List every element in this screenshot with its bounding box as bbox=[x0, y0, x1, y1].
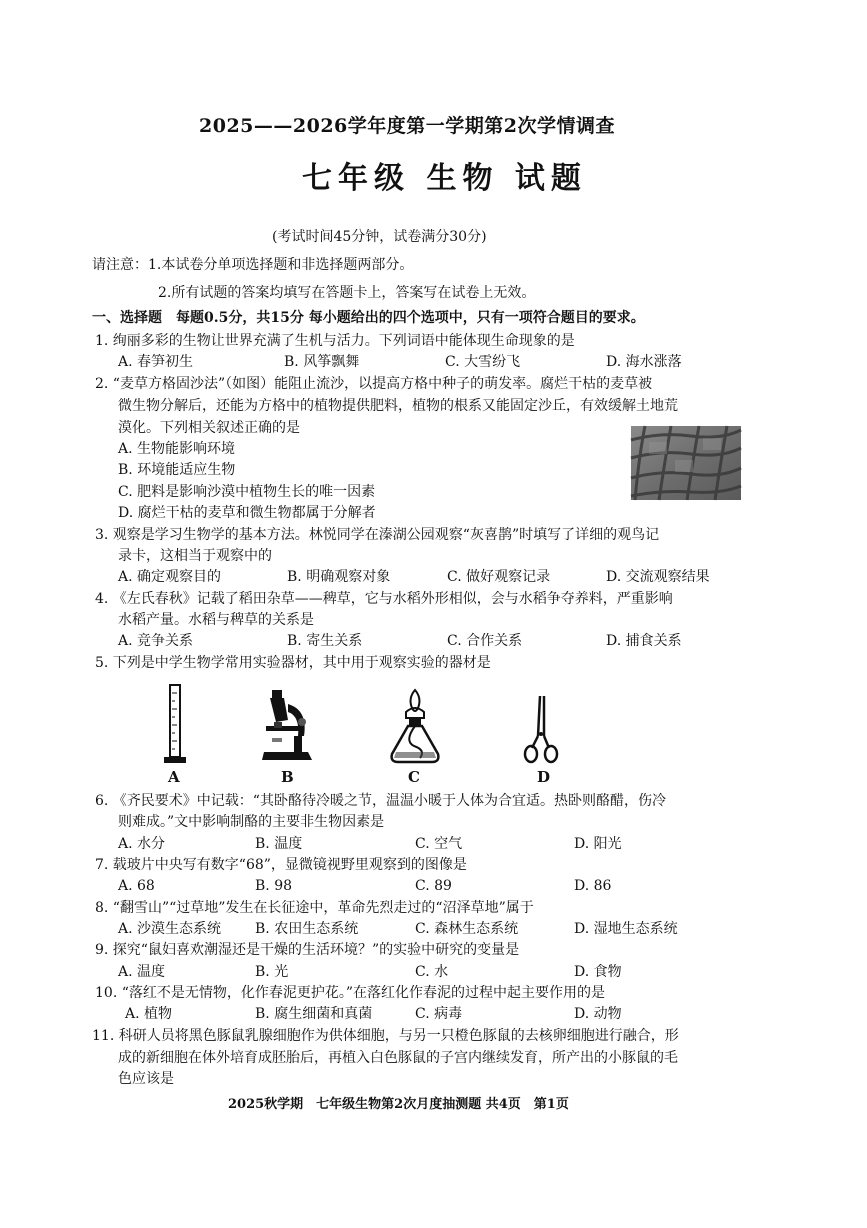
q8-option-d: D. 湿地生态系统 bbox=[574, 921, 678, 937]
section-heading: 一、选择题 每题0.5分，共15分 每小题给出的四个选项中，只有一项符合题目的要求。 bbox=[92, 310, 645, 326]
q5-label-b: B bbox=[281, 768, 294, 786]
graduated-cylinder-icon bbox=[160, 683, 190, 768]
q10-option-d: D. 动物 bbox=[574, 1006, 622, 1022]
q4-option-d: D. 捕食关系 bbox=[606, 633, 682, 649]
question-10: 10. “落红不是无情物，化作春泥更护花。”在落红化作春泥的过程中起主要作用的是 bbox=[95, 985, 606, 1001]
q10-option-b: B. 腐生细菌和真菌 bbox=[255, 1006, 373, 1022]
question-9: 9. 探究“鼠妇喜欢潮湿还是干燥的生活环境？”的实验中研究的变量是 bbox=[95, 942, 520, 958]
straw-checkerboard-photo bbox=[631, 426, 741, 500]
q6-option-b: B. 温度 bbox=[255, 836, 303, 852]
question-3-line-2: 录卡，这相当于观察中的 bbox=[118, 548, 272, 564]
question-1: 1. 绚丽多彩的生物让世界充满了生机与活力。下列词语中能体现生命现象的是 bbox=[95, 333, 575, 349]
q6-option-c: C. 空气 bbox=[415, 836, 463, 852]
q2-option-c: C. 肥料是影响沙漠中植物生长的唯一因素 bbox=[118, 484, 376, 500]
question-5: 5. 下列是中学生物学常用实验器材，其中用于观察实验的器材是 bbox=[95, 655, 491, 671]
q3-option-d: D. 交流观察结果 bbox=[606, 569, 710, 585]
q9-option-d: D. 食物 bbox=[574, 964, 622, 980]
q2-option-d: D. 腐烂干枯的麦草和微生物都属于分解者 bbox=[118, 505, 376, 521]
subject-title: 七年级 生物 试题 bbox=[302, 161, 587, 196]
q1-option-d: D. 海水涨落 bbox=[606, 354, 682, 370]
question-4-line-2: 水稻产量。水稻与稗草的关系是 bbox=[118, 612, 314, 628]
note-1: 请注意：1.本试卷分单项选择题和非选择题两部分。 bbox=[92, 257, 414, 273]
q5-label-a: A bbox=[168, 768, 180, 786]
q8-option-b: B. 农田生态系统 bbox=[255, 921, 359, 937]
question-6-line-1: 6. 《齐民要术》中记载：“其卧酪待冷暖之节，温温小暖于人体为合宜适。热卧则酪醋，伤冷 bbox=[95, 793, 666, 809]
q3-option-c: C. 做好观察记录 bbox=[447, 569, 551, 585]
q7-option-d: D. 86 bbox=[574, 878, 612, 894]
q1-option-a: A. 春笋初生 bbox=[118, 354, 194, 370]
q5-label-c: C bbox=[408, 768, 420, 786]
q9-option-a: A. 温度 bbox=[118, 964, 166, 980]
q2-option-a: A. 生物能影响环境 bbox=[118, 441, 236, 457]
q4-option-a: A. 竞争关系 bbox=[118, 633, 194, 649]
note-2: 2.所有试题的答案均填写在答题卡上，答案写在试卷上无效。 bbox=[158, 285, 536, 301]
q2-option-b: B. 环境能适应生物 bbox=[118, 462, 236, 478]
question-11-line-1: 11. 科研人员将黑色豚鼠乳腺细胞作为供体细胞，与另一只橙色豚鼠的去核卵细胞进行融合，形 bbox=[92, 1028, 679, 1044]
q4-option-c: C. 合作关系 bbox=[447, 633, 523, 649]
question-7: 7. 载玻片中央写有数字“68”，显微镜视野里观察到的图像是 bbox=[95, 857, 467, 873]
q4-option-b: B. 寄生关系 bbox=[287, 633, 363, 649]
question-8: 8. “翻雪山”“过草地”发生在长征途中，革命先烈走过的“沼泽草地”属于 bbox=[95, 900, 534, 916]
q7-option-a: A. 68 bbox=[118, 878, 155, 894]
exam-info: (考试时间45分钟，试卷满分30分) bbox=[272, 229, 487, 245]
q8-option-c: C. 森林生态系统 bbox=[415, 921, 519, 937]
q10-option-c: C. 病毒 bbox=[415, 1006, 463, 1022]
q8-option-a: A. 沙漠生态系统 bbox=[118, 921, 222, 937]
question-2-line-3: 漠化。下列相关叙述正确的是 bbox=[118, 420, 300, 436]
q1-option-c: C. 大雪纷飞 bbox=[445, 354, 521, 370]
q3-option-a: A. 确定观察目的 bbox=[118, 569, 222, 585]
question-3-line-1: 3. 观察是学习生物学的基本方法。林悦同学在溱湖公园观察“灰喜鹊”时填写了详细的观鸟记 bbox=[95, 527, 660, 543]
question-4-line-1: 4. 《左氏春秋》记载了稻田杂草——稗草，它与水稻外形相似，会与水稻争夺养料，严重影响 bbox=[95, 591, 673, 607]
q1-option-b: B. 风筝飘舞 bbox=[284, 354, 360, 370]
q9-option-c: C. 水 bbox=[415, 964, 449, 980]
question-6-line-2: 则难成。”文中影响制酪的主要非生物因素是 bbox=[118, 814, 385, 830]
q7-option-c: C. 89 bbox=[415, 878, 452, 894]
page-footer: 2025秋学期 七年级生物第2次月度抽测题 共4页 第1页 bbox=[228, 1097, 569, 1112]
q7-option-b: B. 98 bbox=[255, 878, 293, 894]
alcohol-lamp-icon bbox=[384, 686, 446, 768]
microscope-icon bbox=[258, 686, 318, 766]
q6-option-a: A. 水分 bbox=[118, 836, 166, 852]
q10-option-a: A. 植物 bbox=[125, 1006, 173, 1022]
question-2-line-1: 2. “麦草方格固沙法”（如图）能阻止流沙，以提高方格中种子的萌发率。腐烂干枯的麦草被 bbox=[95, 376, 653, 392]
q6-option-d: D. 阳光 bbox=[574, 836, 622, 852]
q9-option-b: B. 光 bbox=[255, 964, 289, 980]
question-11-line-2: 成的新细胞在体外培育成胚胎后，再植入白色豚鼠的子宫内继续发育，所产出的小豚鼠的毛 bbox=[118, 1050, 678, 1066]
question-11-line-3: 色应该是 bbox=[118, 1071, 174, 1087]
q5-label-d: D bbox=[537, 768, 551, 786]
q3-option-b: B. 明确观察对象 bbox=[287, 569, 391, 585]
exam-title: 2025——2026学年度第一学期第2次学情调查 bbox=[199, 115, 615, 137]
scissors-icon bbox=[522, 694, 560, 766]
question-2-line-2: 微生物分解后，还能为方格中的植物提供肥料，植物的根系又能固定沙丘，有效缓解土地荒 bbox=[118, 398, 678, 414]
